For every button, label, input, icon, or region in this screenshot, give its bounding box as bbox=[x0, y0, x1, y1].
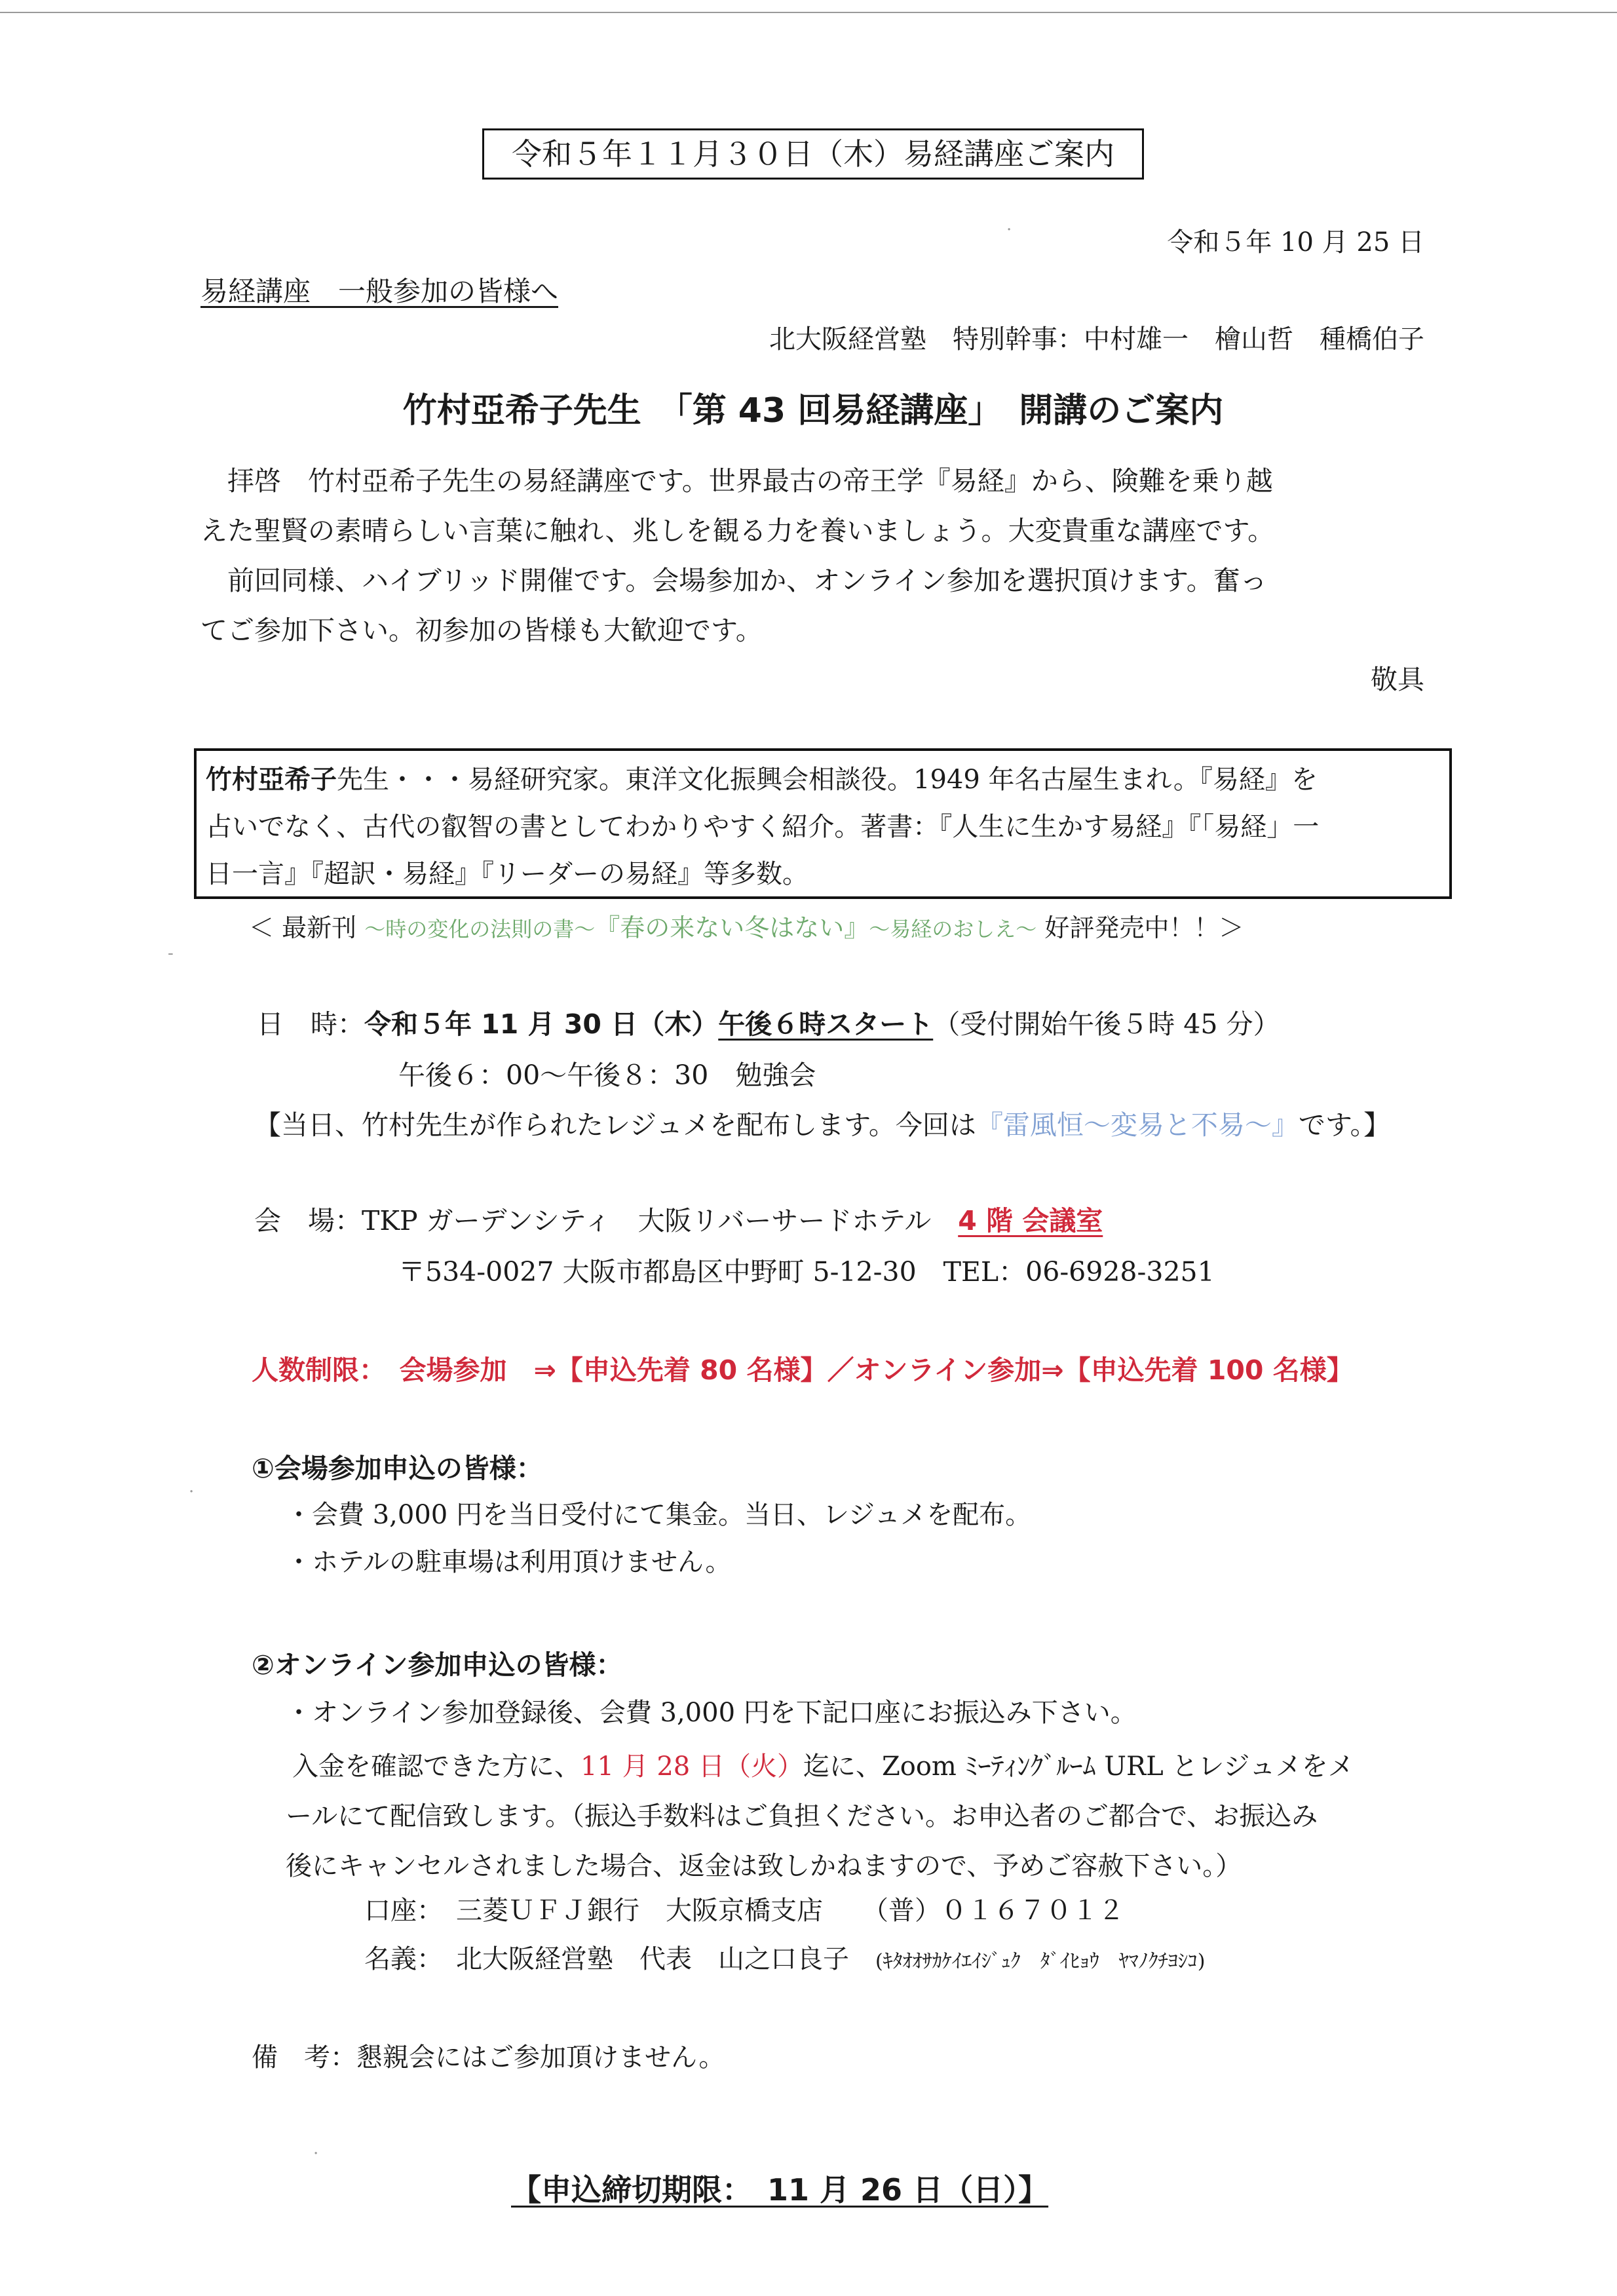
account-holder bbox=[364, 1938, 1205, 1976]
profile-box bbox=[194, 748, 1452, 899]
payment-deadline: 11 月 28 日（火） bbox=[580, 1751, 803, 1782]
venue-label: 会 場： bbox=[254, 1205, 362, 1236]
account-holder-kana: (ｷﾀｵｵｻｶｹｲｴｲｼﾞｭｸ ﾀﾞｲﾋｮｳ ﾔﾏﾉｸﾁﾖｼｺ) bbox=[875, 1950, 1206, 1973]
scan-speck: · bbox=[1006, 220, 1012, 240]
application-deadline: 【申込締切期限： 11 月 26 日（日）】 bbox=[511, 2172, 1049, 2208]
capacity-limit: 人数制限： 会場参加 ⇒【申込先着 80 名様】／オンライン参加⇒【申込先着 100 名様】 bbox=[252, 1354, 1354, 1386]
resume-note bbox=[254, 1103, 1390, 1142]
closing-word: 敬具 bbox=[1371, 664, 1424, 695]
profile-name: 竹村亞希子 bbox=[206, 765, 337, 795]
new-book-title: 『春の来ない冬はない』 bbox=[595, 913, 869, 942]
online-detail-text: 入金を確認できた方に、 bbox=[292, 1751, 580, 1782]
account-holder-name: 名義： 北大阪経営塾 代表 山之口良子 bbox=[364, 1944, 875, 1974]
recipient-line: 易経講座 一般参加の皆様へ bbox=[200, 275, 559, 307]
online-apply-details bbox=[286, 1742, 1432, 1891]
resume-note-text: です。】 bbox=[1298, 1109, 1391, 1141]
venue-address: 〒534-0027 大阪市都島区中野町 5-12-30 TEL：06-6928-3251 bbox=[398, 1256, 1215, 1288]
datetime-line bbox=[257, 1003, 1280, 1041]
datetime-label: 日 時： bbox=[257, 1008, 364, 1040]
greeting-line: てご参加下さい。初参加の皆様も大歓迎です。 bbox=[200, 615, 763, 646]
greeting-paragraph bbox=[200, 456, 1432, 655]
bank-account: 口座： 三菱ＵＦＪ銀行 大阪京橋支店 （普）０１６７０１２ bbox=[364, 1896, 1124, 1926]
venue-apply-heading: ①会場参加申込の皆様： bbox=[252, 1453, 543, 1484]
online-detail-line: 後にキャンセルされました場合、返金は致しかねますので、予めご容赦下さい。） bbox=[286, 1851, 1242, 1881]
start-time: 午後６時スタート bbox=[718, 1008, 934, 1040]
new-book-subtitle: ～易経のおしえ～ bbox=[869, 917, 1037, 942]
profile-line: 占いでなく、古代の叡智の書としてわかりやすく紹介。著書：『人生に生かす易経』『「易経」一 bbox=[206, 812, 1320, 842]
profile-line: 日一言』『超訳・易経』『リーダーの易経』等多数。 bbox=[206, 859, 808, 889]
online-apply-item: ・オンライン参加登録後、会費 3,000 円を下記口座にお振込み下さい。 bbox=[286, 1698, 1137, 1728]
main-title: 竹村亞希子先生 「第 43 回易経講座」 開講のご案内 bbox=[402, 391, 1224, 430]
issue-date: 令和５年 10 月 25 日 bbox=[1167, 227, 1424, 258]
remarks: 備 考：懇親会にはご参加頂けません。 bbox=[252, 2042, 725, 2073]
resume-theme: 『雷風恒～変易と不易～』 bbox=[976, 1109, 1299, 1141]
profile-line bbox=[206, 756, 1440, 803]
reception-time: （受付開始午後５時 45 分） bbox=[933, 1008, 1280, 1040]
header-title-box: 令和５年１１月３０日（木）易経講座ご案内 bbox=[482, 128, 1144, 180]
scan-speck: · bbox=[189, 1482, 195, 1502]
greeting-line: 前回同様、ハイブリッド開催です。会場参加か、オンライン参加を選択頂けます。奮っ bbox=[200, 565, 1267, 596]
new-book-status: 好評発売中！！＞ bbox=[1044, 913, 1244, 942]
scan-edge-line bbox=[0, 12, 1617, 13]
venue-line bbox=[254, 1199, 1103, 1238]
greeting-line: 拝啓 竹村亞希子先生の易経講座です。世界最古の帝王学『易経』から、険難を乗り越 bbox=[200, 465, 1273, 497]
sender-line: 北大阪経営塾 特別幹事：中村雄一 檜山哲 種橋伯子 bbox=[769, 324, 1424, 354]
study-time: 午後６：00～午後８：30 勉強会 bbox=[398, 1060, 816, 1091]
online-detail-text: 迄に、Zoom ﾐｰﾃｨﾝｸﾞﾙｰﾑ URL とレジュメをメ bbox=[803, 1751, 1354, 1782]
new-book-label: ＜ 最新刊 bbox=[249, 913, 357, 942]
event-date: 令和５年 11 月 30 日（木） bbox=[364, 1008, 719, 1040]
online-detail-line bbox=[292, 1742, 1432, 1791]
resume-note-text: 【当日、竹村先生が作られたレジュメを配布します。今回は bbox=[254, 1109, 976, 1141]
online-apply-heading: ②オンライン参加申込の皆様： bbox=[252, 1649, 623, 1681]
venue-apply-item: ・会費 3,000 円を当日受付にて集金。当日、レジュメを配布。 bbox=[286, 1500, 1032, 1530]
venue-room: 4 階 会議室 bbox=[958, 1205, 1103, 1236]
greeting-line: えた聖賢の素晴らしい言葉に触れ、兆しを観る力を養いましょう。大変貴重な講座です。 bbox=[200, 515, 1275, 546]
online-detail-line: ールにて配信致します。（振込手数料はご負担ください。お申込者のご都合で、お振込み bbox=[286, 1801, 1318, 1831]
new-book-line bbox=[249, 909, 1244, 947]
scan-speck: · bbox=[313, 2144, 319, 2164]
scan-speck: - bbox=[168, 944, 174, 963]
venue-name: TKP ガーデンシティ 大阪リバーサードホテル bbox=[362, 1205, 932, 1236]
new-book-subtitle: ～時の変化の法則の書～ bbox=[364, 917, 596, 942]
venue-apply-item: ・ホテルの駐車場は利用頂けません。 bbox=[286, 1547, 732, 1577]
profile-text: 先生・・・易経研究家。東洋文化振興会相談役。1949 年名古屋生まれ。『易経』を bbox=[337, 765, 1318, 795]
